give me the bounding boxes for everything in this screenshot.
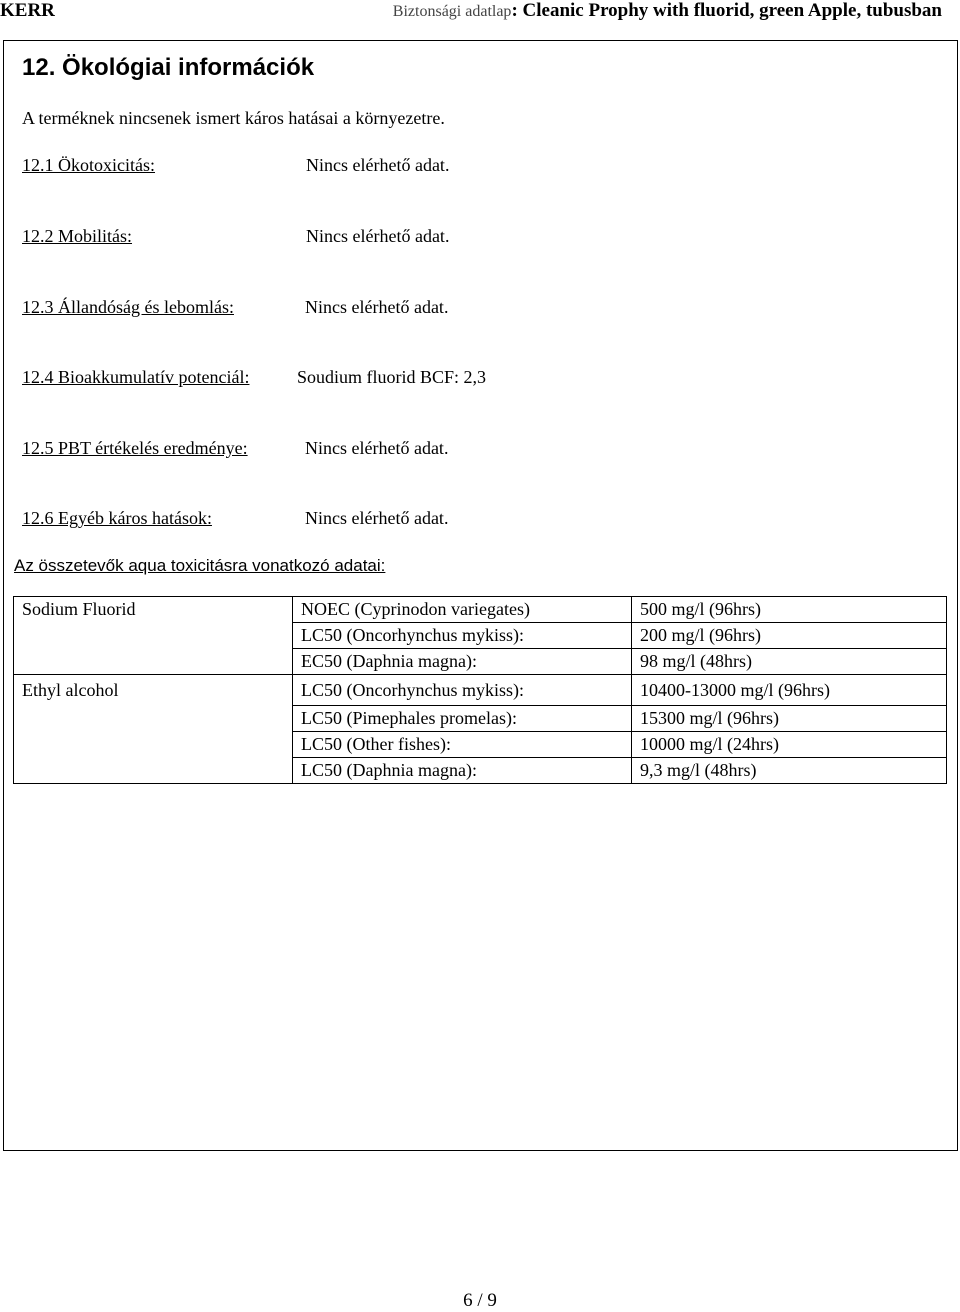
toxicity-table-heading: Az összetevők aqua toxicitásra vonatkozó adatai: — [14, 556, 386, 575]
substance-cell — [14, 649, 293, 675]
property-value: Nincs elérhető adat. — [305, 297, 449, 317]
property-label: 12.4 Bioakkumulatív potenciál: — [22, 367, 250, 387]
test-cell: LC50 (Other fishes): — [293, 732, 632, 758]
substance-cell — [14, 732, 293, 758]
property-label: 12.5 PBT értékelés eredménye: — [22, 438, 248, 458]
substance-cell: Ethyl alcohol — [14, 675, 293, 706]
property-label: 12.6 Egyéb káros hatások: — [22, 508, 212, 528]
result-cell: 9,3 mg/l (48hrs) — [632, 758, 947, 784]
table-row — [14, 732, 947, 758]
property-label: 12.3 Állandóság és lebomlás: — [22, 297, 234, 317]
test-cell: EC50 (Daphnia magna): — [293, 649, 632, 675]
property-label: 12.2 Mobilitás: — [22, 226, 133, 246]
result-cell: 98 mg/l (48hrs) — [632, 649, 947, 675]
result-cell: 500 mg/l (96hrs) — [632, 597, 947, 623]
document-label: Biztonsági adatlap — [392, 3, 512, 20]
property-value: Nincs elérhető adat. — [305, 508, 449, 528]
test-cell: NOEC (Cyprinodon variegates) — [293, 597, 632, 623]
toxicity-table — [13, 596, 947, 784]
company-name: KERR — [0, 0, 55, 21]
page-number: 6 / 9 — [463, 1290, 497, 1311]
table-row — [14, 623, 947, 649]
test-cell: LC50 (Pimephales promelas): — [293, 706, 632, 732]
substance-cell — [14, 706, 293, 732]
table-row — [14, 706, 947, 732]
test-cell: LC50 (Daphnia magna): — [293, 758, 632, 784]
test-cell: LC50 (Oncorhynchus mykiss): — [293, 675, 632, 706]
test-cell: LC50 (Oncorhynchus mykiss): — [293, 623, 632, 649]
property-value: Soudium fluorid BCF: 2,3 — [297, 367, 487, 387]
property-value: Nincs elérhető adat. — [306, 155, 450, 175]
property-label: 12.1 Ökotoxicitás: — [22, 155, 155, 175]
result-cell: 10000 mg/l (24hrs) — [632, 732, 947, 758]
substance-cell — [14, 623, 293, 649]
result-cell: 200 mg/l (96hrs) — [632, 623, 947, 649]
table-row — [14, 675, 947, 706]
product-name: Cleanic Prophy with fluorid, green Apple, tubusban — [522, 0, 942, 21]
section-title: 12. Ökológiai információk — [22, 54, 315, 81]
section-intro: A terméknek nincsenek ismert káros hatásai a környezetre. — [22, 108, 445, 128]
property-value: Nincs elérhető adat. — [305, 438, 449, 458]
property-value: Nincs elérhető adat. — [306, 226, 450, 246]
result-cell: 10400-13000 mg/l (96hrs) — [632, 675, 947, 706]
document-title: Biztonsági adatlap: Cleanic Prophy with fluorid, green Apple, tubusban — [392, 0, 942, 21]
substance-cell — [14, 758, 293, 784]
table-row — [14, 758, 947, 784]
table-row — [14, 597, 947, 623]
result-cell: 15300 mg/l (96hrs) — [632, 706, 947, 732]
substance-cell: Sodium Fluorid — [14, 597, 293, 623]
table-row — [14, 649, 947, 675]
